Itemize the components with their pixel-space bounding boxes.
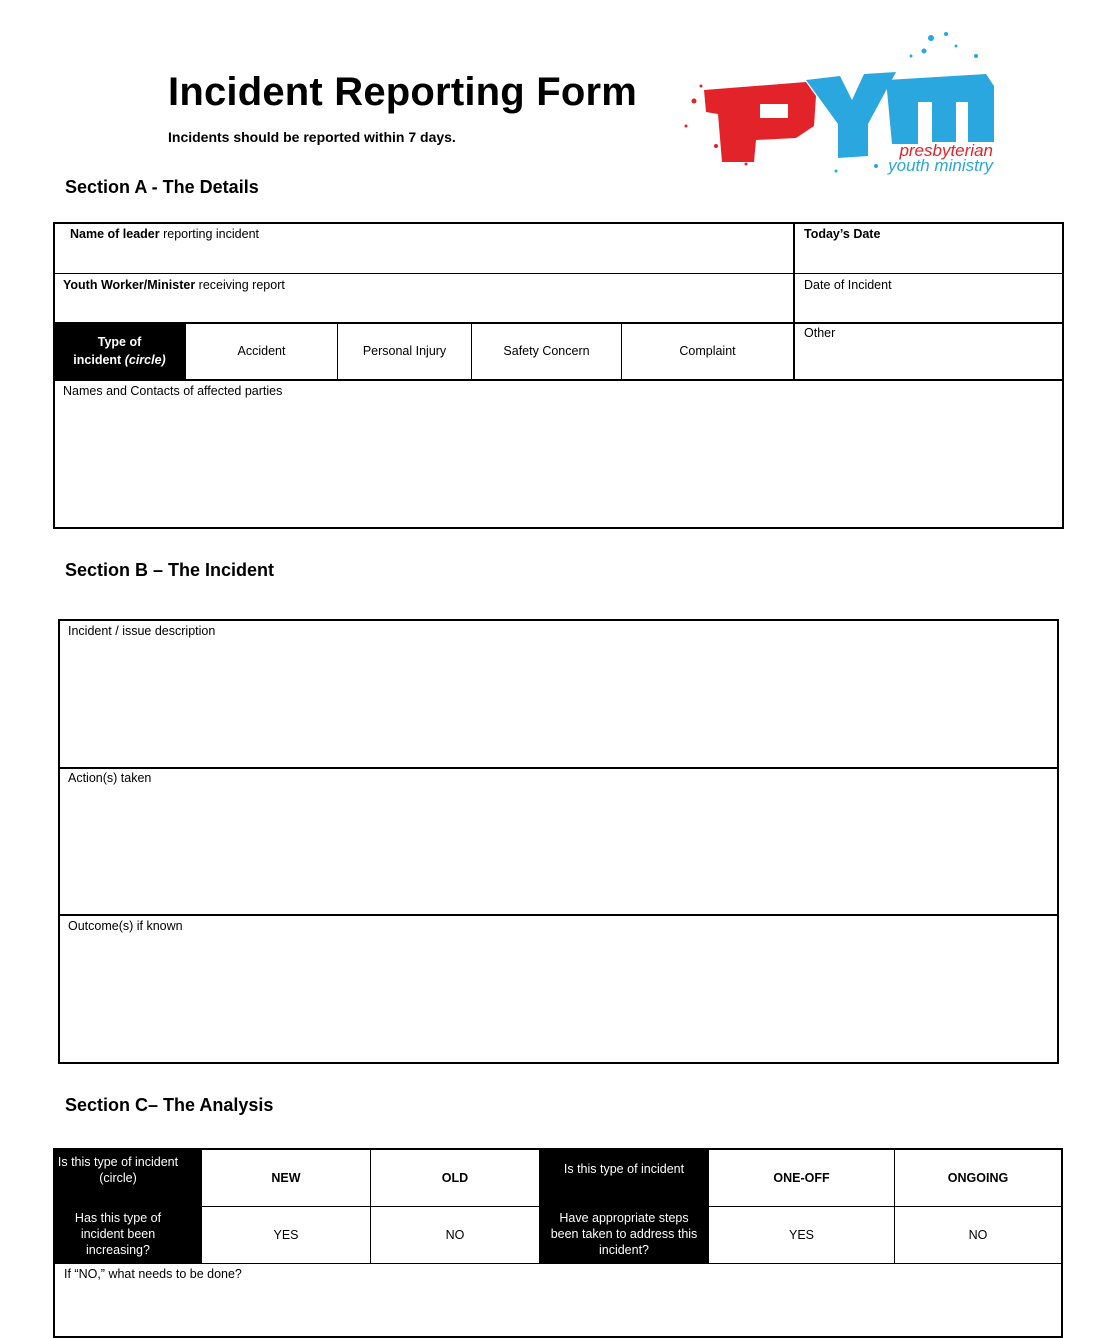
section-b-heading: Section B – The Incident xyxy=(65,560,275,580)
section-a-heading: Section A - The Details xyxy=(65,177,259,197)
type-option-other[interactable]: Other xyxy=(804,326,836,340)
q-one-off-or-ongoing-label: Is this type of incident xyxy=(540,1150,708,1206)
pym-logo xyxy=(656,16,1016,192)
leader-label-rest: reporting incident xyxy=(159,227,259,241)
column-divider xyxy=(793,222,795,380)
youth-worker-label-rest: receiving report xyxy=(195,278,285,292)
affected-parties-label: Names and Contacts of affected parties xyxy=(63,384,283,398)
leader-name-field[interactable] xyxy=(70,227,259,241)
type-of-incident-label xyxy=(54,323,185,379)
section-c-heading: Section C– The Analysis xyxy=(65,1095,274,1115)
leader-label-bold: Name of leader xyxy=(70,227,160,241)
type-option-complaint[interactable]: Complaint xyxy=(679,344,736,358)
type-label-line2: incident xyxy=(73,353,125,367)
type-option-safety-concern[interactable]: Safety Concern xyxy=(503,344,590,358)
type-option-personal-injury[interactable]: Personal Injury xyxy=(362,344,447,358)
row-divider xyxy=(53,379,1064,381)
incident-description-input[interactable] xyxy=(61,642,1056,765)
page-title: Incident Reporting Form xyxy=(168,70,638,114)
row-divider xyxy=(53,1263,1063,1264)
date-of-incident-field[interactable]: Date of Incident xyxy=(804,278,892,292)
option-increasing-yes[interactable]: YES xyxy=(273,1228,299,1242)
q-steps-taken-label: Have appropriate steps been taken to address this incident? xyxy=(540,1207,708,1263)
page-subtitle: Incidents should be reported within 7 days. xyxy=(168,129,456,145)
pym-logo-graphic xyxy=(656,16,1016,192)
type-label-circle: (circle) xyxy=(124,353,166,367)
q-new-or-old-label: Is this type of incident (circle) xyxy=(55,1150,201,1206)
todays-date-field[interactable]: Today’s Date xyxy=(804,227,881,241)
q-increasing-label: Has this type of incident been increasing? xyxy=(55,1207,201,1263)
outcomes-label: Outcome(s) if known xyxy=(68,919,183,933)
outcomes-input[interactable] xyxy=(61,937,1056,1061)
youth-worker-label-bold: Youth Worker/Minister xyxy=(63,278,196,292)
option-old[interactable]: OLD xyxy=(441,1171,469,1185)
youth-worker-field[interactable] xyxy=(63,278,285,292)
option-steps-no[interactable]: NO xyxy=(968,1228,988,1242)
type-label-line1: Type of xyxy=(97,335,142,349)
type-option-accident[interactable]: Accident xyxy=(237,344,286,358)
option-ongoing[interactable]: ONGOING xyxy=(947,1171,1009,1185)
affected-parties-input[interactable] xyxy=(56,402,1061,526)
option-one-off[interactable]: ONE-OFF xyxy=(773,1171,830,1185)
option-new[interactable]: NEW xyxy=(271,1171,301,1185)
row-divider xyxy=(58,914,1059,916)
row-divider xyxy=(53,273,1064,274)
incident-description-label: Incident / issue description xyxy=(68,624,216,638)
option-steps-yes[interactable]: YES xyxy=(788,1228,814,1242)
row-divider xyxy=(58,767,1059,769)
logo-line2: youth ministry xyxy=(888,156,993,175)
option-increasing-no[interactable]: NO xyxy=(445,1228,465,1242)
actions-taken-label: Action(s) taken xyxy=(68,771,152,785)
if-no-label: If “NO,” what needs to be done? xyxy=(64,1267,242,1281)
actions-taken-input[interactable] xyxy=(61,789,1056,912)
if-no-input[interactable] xyxy=(56,1284,1061,1327)
logo-line1: presbyterian xyxy=(899,141,993,160)
